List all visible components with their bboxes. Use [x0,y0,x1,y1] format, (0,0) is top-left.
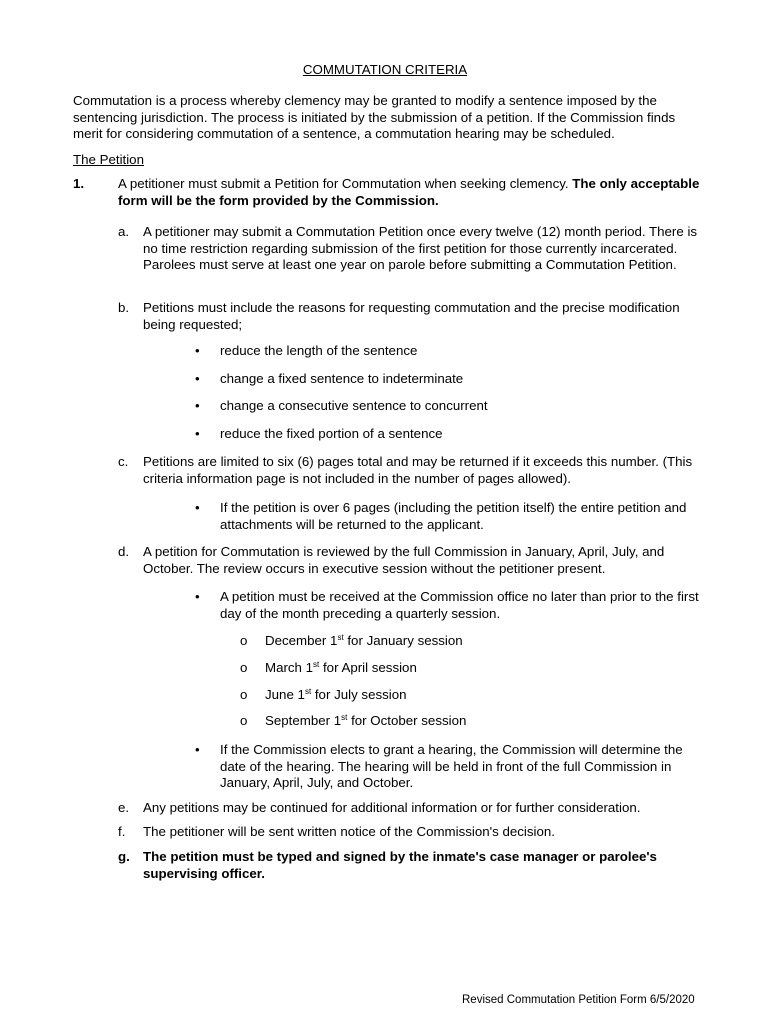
session-deadline-july [265,687,695,704]
item-c-label: c. [118,454,129,469]
ordinal-suffix: st [313,660,320,669]
session-deadline-october [265,713,695,730]
bullet-marker: • [195,398,200,413]
deadline-session: for October session [347,713,467,728]
item-g-label: g. [118,849,130,864]
intro-paragraph: Commutation is a process whereby clemency may be granted to modify a sentence imposed by the sentencing jurisdiction. The process is initiated by the submission of a petition. If the Commission finds merit for considering commutation of a sentence, a commutation hearing may be scheduled. [73,93,676,141]
item-b-bullet-2: change a fixed sentence to indeterminate [220,371,464,386]
bullet-marker: • [195,426,200,441]
session-deadline-january [265,633,695,650]
item-f-label: f. [118,824,126,839]
item-b-bullet-4: reduce the fixed portion of a sentence [220,426,443,441]
item-c-bullet-1: If the petition is over 6 pages (including the petition itself) the entire petition and attachments will be returned to the applicant. [220,500,687,532]
item-d-label: d. [118,544,130,559]
ordinal-suffix: st [341,713,348,722]
session-deadline-april [265,660,695,677]
bullet-marker: • [195,371,200,386]
document-title: COMMUTATION CRITERIA [302,62,468,77]
deadline-date: June 1 [265,687,305,702]
deadline-date: December 1 [265,633,338,648]
item-c-text: Petitions are limited to six (6) pages total and may be returned if it exceeds this number. (This criteria information page is not included in the number of pages allowed). [143,454,693,486]
item-b-text: Petitions must include the reasons for requesting commutation and the precise modification being requested; [143,300,680,332]
bullet-marker: • [195,343,200,358]
ordinal-suffix: st [304,687,312,696]
deadline-session: for July session [311,687,407,702]
item-1-text [118,176,718,209]
item-d-bullet-1: A petition must be received at the Commission office no later than prior to the first day of the month preceding a quarterly session. [220,589,699,621]
deadline-date: September 1 [265,713,342,728]
sub-bullet-marker: o [240,687,248,702]
section-heading: The Petition [73,152,144,167]
sub-bullet-marker: o [240,713,248,728]
item-a-label: a. [118,224,130,239]
item-b-bullet-1: reduce the length of the sentence [220,343,418,358]
item-b-label: b. [118,300,130,315]
ordinal-suffix: st [337,633,344,642]
item-d-text: A petition for Commutation is reviewed by the full Commission in January, April, July, and October. The review occurs in executive session without the petitioner present. [143,544,665,576]
deadline-session: for January session [343,633,463,648]
bullet-marker: • [195,500,200,515]
deadline-session: for April session [319,660,417,675]
item-a-text: A petitioner may submit a Commutation Petition once every twelve (12) month period. There is no time restriction regarding submission of the first petition for those currently incarcerated. Parolees must serve at least one year on parole before submitting a Commutation Petition. [143,224,698,272]
item-1-plain: A petitioner must submit a Petition for Commutation when seeking clemency. [118,176,573,191]
item-e-label: e. [118,800,130,815]
item-e-text: Any petitions may be continued for additional information or for further consideration. [143,800,641,815]
item-b-bullet-3: change a consecutive sentence to concurrent [220,398,488,413]
bullet-marker: • [195,742,200,757]
deadline-date: March 1 [265,660,314,675]
sub-bullet-marker: o [240,660,248,675]
bullet-marker: • [195,589,200,604]
item-f-text: The petitioner will be sent written notice of the Commission's decision. [143,824,555,839]
page-footer: Revised Commutation Petition Form 6/5/2020 [462,994,695,1006]
item-g-text: The petition must be typed and signed by the inmate's case manager or parolee's supervising officer. [143,849,657,881]
sub-bullet-marker: o [240,633,248,648]
item-1-bold: The only acceptable form will be the form provided by the Commission. [118,176,700,208]
item-1-number: 1. [73,176,85,191]
item-d-bullet-2: If the Commission elects to grant a hearing, the Commission will determine the date of the hearing. The hearing will be held in front of the full Commission in January, April, July, and October. [220,742,683,790]
